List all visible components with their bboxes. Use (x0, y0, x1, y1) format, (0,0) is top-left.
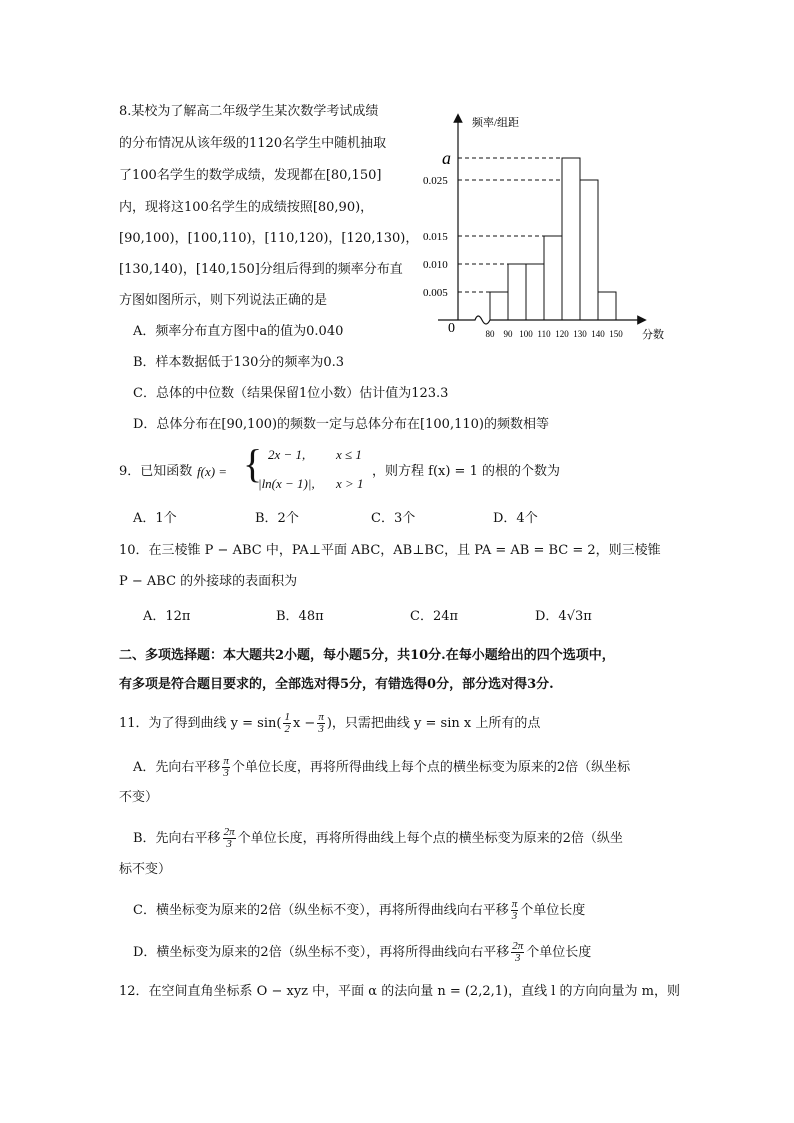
histogram-bar (544, 236, 562, 320)
q12-line-1: 12．在空间直角坐标系 O − xyz 中，平面 α 的法向量 n = (2,2,1)，直线 l 的方向向量为 m，则 (119, 984, 680, 999)
q8-option-b: B．样本数据低于130分的频率为0.3 (133, 355, 345, 370)
q10-option-b: B．48π (276, 609, 324, 624)
q9-option-b: B．2个 (255, 511, 299, 526)
q9-case1-expr: 2x − 1, (268, 447, 306, 462)
q11-option-b-fraction: $\frac{2\pi}{3}$ (223, 826, 235, 850)
q8-line-1: 8.某校为了解高二年级学生某次数学考试成绩 (119, 104, 379, 119)
y-axis-label: 频率/组距 (472, 117, 520, 129)
q9-brace: { (243, 441, 263, 486)
q8-option-d: D．总体分布在[90,100)的频数一定与总体分布在[100,110)的频数相等 (133, 417, 549, 432)
q9-suffix: ，则方程 f(x) = 1 的根的个数为 (372, 464, 560, 479)
x-tick-label: 130 (573, 329, 587, 339)
section-2-heading-line-2: 有多项是符合题目要求的，全部选对得5分，有错选得0分，部分选对得3分. (119, 677, 554, 692)
histogram-bar (562, 158, 580, 320)
q11-stem-b: x − (292, 716, 316, 731)
x-tick-label: 150 (609, 329, 623, 339)
q10-option-c: C．24π (410, 609, 459, 624)
histogram-bar (598, 292, 616, 320)
q11-option-a-fraction: $\frac{\pi}{3}$ (223, 755, 229, 779)
q8-option-a: A．频率分布直方图中a的值为0.040 (133, 324, 344, 339)
q11-option-d: D．横坐标变为原来的2倍（纵坐标不变），再将所得曲线向右平移 $\frac{2\pi}{3}$ 个单位长度 (133, 940, 592, 964)
q9-option-c: C．3个 (371, 511, 416, 526)
q11-fraction-pi3: $\frac{\pi}{3}$ (318, 711, 324, 735)
origin-label: 0 (448, 321, 455, 336)
q10-line-1: 10．在三棱锥 P − ABC 中，PA⊥平面 ABC，AB⊥BC，且 PA = AB = BC = 2，则三棱锥 (119, 543, 661, 558)
q11-option-a: A．先向右平移 $\frac{\pi}{3}$ 个单位长度，再将所得曲线上每个点的横坐标变为原来的2倍（纵坐标 (133, 755, 631, 779)
q11-option-b-cont: 标不变） (119, 862, 172, 877)
q11-stem-c: )，只需把曲线 y = sin x 上所有的点 (326, 716, 541, 731)
y-tick-label: 0.025 (423, 175, 448, 187)
q10-line-2: P − ABC 的外接球的表面积为 (119, 574, 298, 589)
x-tick-label: 120 (555, 329, 569, 339)
x-tick-label: 140 (591, 329, 605, 339)
x-tick-label: 110 (537, 329, 551, 339)
y-tick-label: 0.010 (423, 259, 448, 271)
q11-option-c: C．横坐标变为原来的2倍（纵坐标不变），再将所得曲线向右平移 $\frac{\pi}{3}$ 个单位长度 (133, 898, 586, 922)
x-axis-label: 分数 (642, 329, 664, 341)
q11-option-b: B．先向右平移 $\frac{2\pi}{3}$ 个单位长度，再将所得曲线上每个点的横坐标变为原来的2倍（纵坐 (133, 826, 623, 850)
q11-option-d-fraction: $\frac{2\pi}{3}$ (512, 940, 524, 964)
q8-line-4: 内，现将这100名学生的成绩按照[80,90)， (119, 200, 374, 215)
y-tick-label: a (442, 148, 451, 168)
q10-option-a: A．12π (143, 609, 191, 624)
x-tick-label: 80 (485, 329, 495, 339)
q9-option-a: A．1个 (133, 511, 177, 526)
q10-option-d: D．4√3π (535, 609, 592, 624)
histogram-bar (508, 264, 526, 320)
q11-stem (119, 712, 540, 735)
q8-line-7: 方图如图所示，则下列说法正确的是 (119, 293, 328, 308)
q9-prefix: 9．已知函数 (119, 464, 193, 479)
q8-option-c: C．总体的中位数（结果保留1位小数）估计值为123.3 (133, 386, 449, 401)
x-tick-label: 100 (519, 329, 533, 339)
histogram-bar (526, 264, 544, 320)
q8-line-2: 的分布情况从该年级的1120名学生中随机抽取 (119, 136, 387, 151)
q11-fraction-half: $\frac{1}{2}$ (284, 711, 290, 735)
q11-stem-a: 11．为了得到曲线 y = sin( (119, 716, 282, 731)
q9-fx: f(x) = (197, 464, 228, 479)
q9-option-d: D．4个 (493, 511, 538, 526)
q11-option-c-fraction: $\frac{\pi}{3}$ (511, 898, 518, 922)
q9-case2-cond: x > 1 (336, 476, 364, 491)
section-2-heading-line-1: 二、多项选择题：本大题共2小题，每小题5分，共10分.在每小题给出的四个选项中， (119, 648, 615, 663)
q9-case1-cond: x ≤ 1 (336, 447, 362, 462)
q9-case2-expr: |ln(x − 1)|, (258, 476, 315, 491)
y-tick-label: 0.005 (423, 287, 448, 299)
x-tick-label: 90 (503, 329, 513, 339)
q8-line-3: 了100名学生的数学成绩，发现都在[80,150] (119, 168, 382, 183)
frequency-histogram (420, 108, 670, 343)
q11-option-a-cont: 不变） (119, 790, 159, 805)
q8-line-5: [90,100)，[100,110)，[110,120)，[120,130)， (119, 231, 419, 246)
histogram-bar (490, 292, 508, 320)
y-tick-label: 0.015 (423, 231, 448, 243)
histogram-bar (580, 180, 598, 320)
q8-line-6: [130,140)，[140,150]分组后得到的频率分布直 (119, 262, 403, 277)
